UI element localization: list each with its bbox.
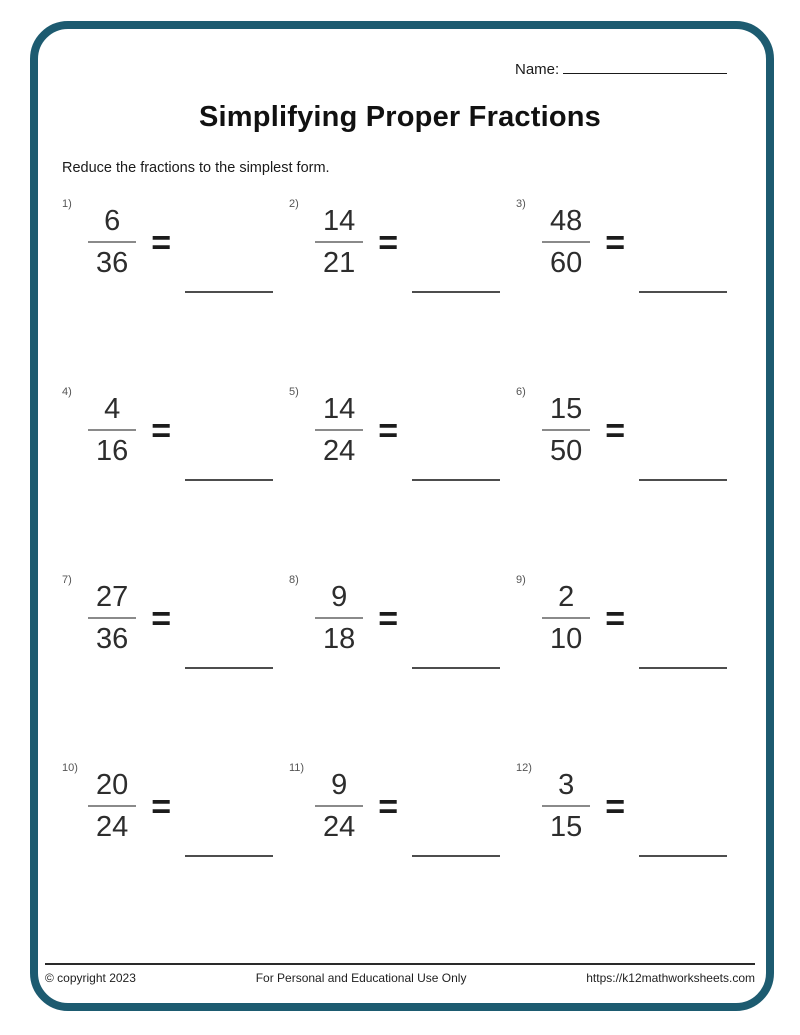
fraction-numerator: 14 xyxy=(315,204,363,243)
answer-blank[interactable] xyxy=(185,283,273,293)
fraction-numerator: 15 xyxy=(542,392,590,431)
fraction-numerator: 9 xyxy=(315,768,363,807)
equals-sign: = xyxy=(605,224,626,262)
fraction xyxy=(315,768,363,844)
problem-5 xyxy=(289,385,516,477)
fraction-denominator: 18 xyxy=(323,623,356,655)
problem-8 xyxy=(289,573,516,665)
fraction-numerator: 6 xyxy=(88,204,136,243)
equals-sign: = xyxy=(151,224,172,262)
answer-blank[interactable] xyxy=(639,847,727,857)
name-label: Name: xyxy=(515,61,560,78)
answer-blank[interactable] xyxy=(185,847,273,857)
fraction-denominator: 21 xyxy=(323,247,356,279)
equals-sign: = xyxy=(151,600,172,638)
name-blank-line[interactable] xyxy=(563,58,727,74)
equals-sign: = xyxy=(378,224,399,262)
problem-number: 12) xyxy=(516,762,532,774)
fraction-numerator: 4 xyxy=(88,392,136,431)
fraction xyxy=(542,392,590,468)
fraction xyxy=(542,768,590,844)
problem-4 xyxy=(62,385,289,477)
name-row xyxy=(515,58,727,78)
problem-number: 7) xyxy=(62,574,72,586)
answer-blank[interactable] xyxy=(639,283,727,293)
fraction-denominator: 15 xyxy=(550,811,583,843)
equals-sign: = xyxy=(605,788,626,826)
fraction-numerator: 9 xyxy=(315,580,363,619)
problem-number: 6) xyxy=(516,386,526,398)
fraction-numerator: 20 xyxy=(88,768,136,807)
page-title: Simplifying Proper Fractions xyxy=(199,101,601,133)
problem-number: 10) xyxy=(62,762,78,774)
fraction-numerator: 27 xyxy=(88,580,136,619)
answer-blank[interactable] xyxy=(412,847,500,857)
answer-blank[interactable] xyxy=(639,659,727,669)
problem-number: 11) xyxy=(289,762,305,774)
fraction-numerator: 14 xyxy=(315,392,363,431)
fraction-numerator: 2 xyxy=(542,580,590,619)
fraction-denominator: 10 xyxy=(550,623,583,655)
problem-3 xyxy=(516,197,743,289)
instruction-text: Reduce the fractions to the simplest form. xyxy=(62,160,330,176)
footer-url[interactable]: https://k12mathworksheets.com xyxy=(586,971,755,985)
fraction-denominator: 16 xyxy=(96,435,129,467)
fraction-denominator: 36 xyxy=(96,623,129,655)
fraction-denominator: 50 xyxy=(550,435,583,467)
problem-6 xyxy=(516,385,743,477)
answer-blank[interactable] xyxy=(185,659,273,669)
fraction xyxy=(88,768,136,844)
fraction xyxy=(88,580,136,656)
equals-sign: = xyxy=(605,600,626,638)
footer-divider xyxy=(45,963,755,965)
equals-sign: = xyxy=(378,412,399,450)
fraction-denominator: 36 xyxy=(96,247,129,279)
fraction xyxy=(542,580,590,656)
equals-sign: = xyxy=(151,788,172,826)
answer-blank[interactable] xyxy=(412,283,500,293)
fraction xyxy=(88,204,136,280)
fraction xyxy=(542,204,590,280)
answer-blank[interactable] xyxy=(412,659,500,669)
fraction-denominator: 24 xyxy=(96,811,129,843)
problem-number: 9) xyxy=(516,574,526,586)
fraction xyxy=(315,204,363,280)
problem-1 xyxy=(62,197,289,289)
problem-10 xyxy=(62,761,289,853)
fraction-numerator: 48 xyxy=(542,204,590,243)
answer-blank[interactable] xyxy=(185,471,273,481)
footer-usage: For Personal and Educational Use Only xyxy=(255,971,467,985)
problem-number: 4) xyxy=(62,386,72,398)
problem-9 xyxy=(516,573,743,665)
fraction xyxy=(315,392,363,468)
equals-sign: = xyxy=(378,600,399,638)
problem-number: 8) xyxy=(289,574,299,586)
equals-sign: = xyxy=(378,788,399,826)
problem-number: 2) xyxy=(289,198,299,210)
fraction xyxy=(88,392,136,468)
problem-11 xyxy=(289,761,516,853)
problems-grid xyxy=(62,197,752,853)
problem-2 xyxy=(289,197,516,289)
answer-blank[interactable] xyxy=(412,471,500,481)
fraction-numerator: 3 xyxy=(542,768,590,807)
footer xyxy=(45,971,755,985)
fraction-denominator: 24 xyxy=(323,435,356,467)
equals-sign: = xyxy=(151,412,172,450)
equals-sign: = xyxy=(605,412,626,450)
fraction xyxy=(315,580,363,656)
problem-7 xyxy=(62,573,289,665)
fraction-denominator: 60 xyxy=(550,247,583,279)
problem-number: 5) xyxy=(289,386,299,398)
problem-number: 3) xyxy=(516,198,526,210)
footer-copyright: © copyright 2023 xyxy=(45,971,136,985)
fraction-denominator: 24 xyxy=(323,811,356,843)
problem-number: 1) xyxy=(62,198,72,210)
problem-12 xyxy=(516,761,743,853)
answer-blank[interactable] xyxy=(639,471,727,481)
